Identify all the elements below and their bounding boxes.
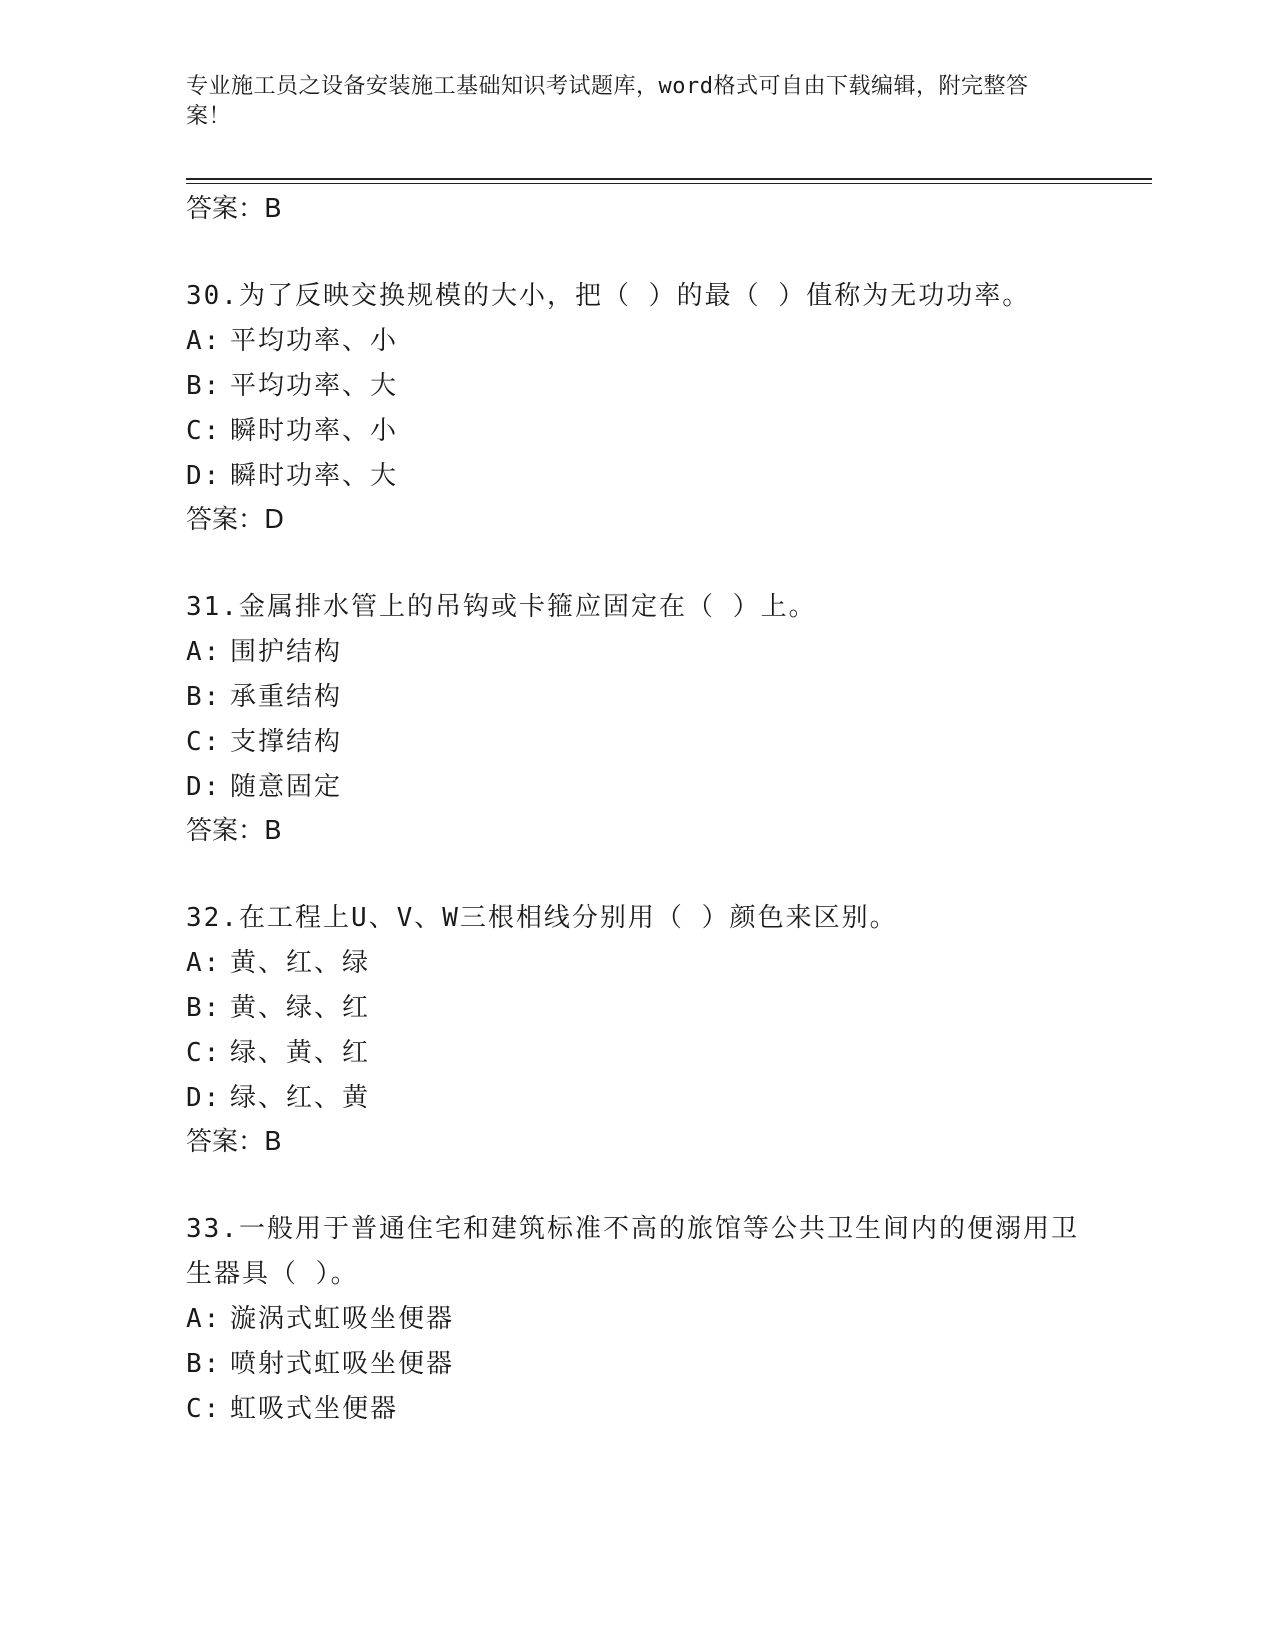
answer-line: 答案：B xyxy=(186,194,282,224)
option-line xyxy=(186,1031,1086,1076)
option-text: 绿、黄、红 xyxy=(230,1038,371,1068)
option-line xyxy=(186,765,1086,810)
option-text: 绿、红、黄 xyxy=(230,1083,371,1113)
question-stem: 31.金属排水管上的吊钩或卡箍应固定在（ ）上。 xyxy=(186,592,817,622)
option-letter: C: xyxy=(186,1394,222,1424)
option-text: 黄、绿、红 xyxy=(230,993,371,1023)
option-line xyxy=(186,630,1086,675)
header-rule-thin xyxy=(186,183,1152,184)
option-text: 瞬时功率、大 xyxy=(230,461,399,491)
option-line xyxy=(186,941,1086,986)
question-stem: 32.在工程上U、V、W三根相线分别用（ ）颜色来区别。 xyxy=(186,903,898,933)
answer-line: 答案：B xyxy=(186,1127,282,1157)
header-text: 专业施工员之设备安装施工基础知识考试题库，word格式可自由下载编辑，附完整答案！ xyxy=(186,74,1029,129)
option-line xyxy=(186,454,1086,499)
option-text: 平均功率、小 xyxy=(230,326,399,356)
option-letter: B: xyxy=(186,993,222,1023)
option-line xyxy=(186,1342,1086,1387)
option-text: 瞬时功率、小 xyxy=(230,416,399,446)
option-letter: D: xyxy=(186,1083,222,1113)
question-block xyxy=(186,274,1086,537)
option-text: 黄、红、绿 xyxy=(230,948,371,978)
option-line xyxy=(186,319,1086,364)
option-text: 漩涡式虹吸坐便器 xyxy=(230,1304,455,1334)
option-letter: A: xyxy=(186,326,222,356)
option-line xyxy=(186,1387,1086,1432)
option-text: 支撑结构 xyxy=(230,727,343,757)
option-line xyxy=(186,986,1086,1031)
option-letter: A: xyxy=(186,637,222,667)
question-stem: 30.为了反映交换规模的大小，把（ ）的最（ ）值称为无功功率。 xyxy=(186,281,1031,311)
answer-line: 答案：B xyxy=(186,816,282,846)
question-stem: 33.一般用于普通住宅和建筑标准不高的旅馆等公共卫生间内的便溺用卫生器具（ ）。 xyxy=(186,1214,1079,1289)
question-block xyxy=(186,896,1086,1159)
option-line xyxy=(186,409,1086,454)
option-line xyxy=(186,720,1086,765)
option-letter: C: xyxy=(186,727,222,757)
option-text: 平均功率、大 xyxy=(230,371,399,401)
option-letter: B: xyxy=(186,371,222,401)
option-letter: B: xyxy=(186,682,222,712)
option-line xyxy=(186,1297,1086,1342)
option-letter: B: xyxy=(186,1349,222,1379)
option-text: 喷射式虹吸坐便器 xyxy=(230,1349,455,1379)
option-letter: C: xyxy=(186,1038,222,1068)
question-block xyxy=(186,585,1086,848)
question-list xyxy=(186,192,1086,1432)
option-letter: A: xyxy=(186,1304,222,1334)
option-text: 虹吸式坐便器 xyxy=(230,1394,399,1424)
question-block xyxy=(186,1207,1086,1432)
option-letter: C: xyxy=(186,416,222,446)
option-text: 随意固定 xyxy=(230,772,343,802)
option-line xyxy=(186,1076,1086,1121)
option-line xyxy=(186,364,1086,409)
option-letter: D: xyxy=(186,461,222,491)
answer-line: 答案：D xyxy=(186,505,285,535)
option-letter: A: xyxy=(186,948,222,978)
option-line xyxy=(186,675,1086,720)
option-letter: D: xyxy=(186,772,222,802)
option-text: 围护结构 xyxy=(230,637,343,667)
option-text: 承重结构 xyxy=(230,682,343,712)
header-rule-thick xyxy=(186,178,1152,180)
